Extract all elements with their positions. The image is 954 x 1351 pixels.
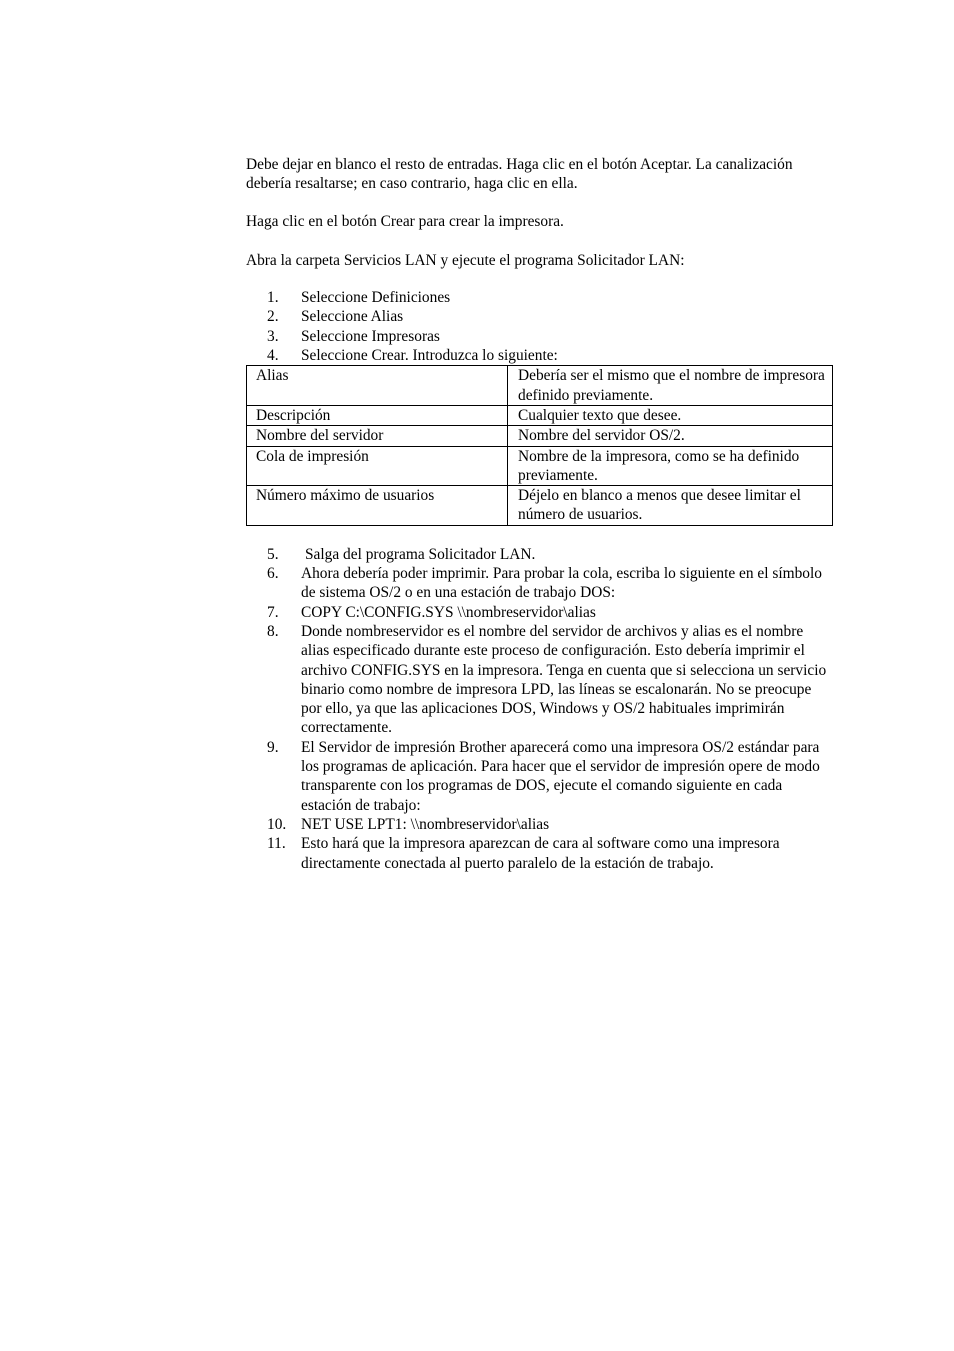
table-cell-value: Déjelo en blanco a menos que desee limitar el número de usuarios.	[508, 486, 833, 526]
list-item-text: Seleccione Definiciones	[301, 289, 451, 307]
list-item-number: 2.	[267, 308, 279, 326]
steps-list-a	[246, 288, 834, 365]
list-item-number: 1.	[267, 289, 279, 307]
list-item	[246, 346, 834, 365]
list-item-text: Salga del programa Solicitador LAN.	[305, 545, 536, 563]
list-item-text: NET USE LPT1: \\nombreservidor\alias	[301, 815, 550, 833]
list-item-text: Ahora debería poder imprimir. Para probar la cola, escriba lo siguiente en el símbolo de sistema OS/2 o en una estación de trabajo DOS:	[301, 565, 822, 602]
list-item-text: Donde nombreservidor es el nombre del servidor de archivos y alias es el nombre alias especificado durante este proceso de configuración. Esto debería imprimir el archivo CONFIG.SYS en la impresora. Tenga en cuenta que si selecciona un servicio binario como nombre de impresora LPD, las líneas se escalonarán. No se preocupe por ello, ya que las aplicaciones DOS, Windows y OS/2 habituales imprimirán correctamente.	[301, 622, 827, 737]
list-item-text: El Servidor de impresión Brother aparecerá como una impresora OS/2 estándar para los programas de aplicación. Para hacer que el servidor de impresión opere de modo transparente con los programas de DOS, ejecute el comando siguiente en cada estación de trabajo:	[301, 738, 820, 814]
list-item	[246, 622, 834, 738]
list-item	[246, 564, 834, 603]
list-item-number: 9.	[267, 738, 279, 756]
list-item-number: 3.	[267, 327, 279, 345]
table-cell-value: Nombre del servidor OS/2.	[508, 426, 833, 446]
list-item	[246, 834, 834, 873]
list-item-number: 11.	[267, 835, 286, 853]
list-item	[246, 327, 834, 346]
table-cell-field: Nombre del servidor	[247, 426, 508, 446]
table-cell-field: Cola de impresión	[247, 446, 508, 486]
list-item-number: 6.	[267, 565, 279, 583]
table-cell-field: Número máximo de usuarios	[247, 486, 508, 526]
list-item-text: Seleccione Crear. Introduzca lo siguiente:	[301, 347, 558, 365]
table-row	[247, 426, 833, 446]
list-item-number: 8.	[267, 622, 279, 640]
paragraph-leave-blank: Debe dejar en blanco el resto de entradas. Haga clic en el botón Aceptar. La canalización debería resaltarse; en caso contrario, haga clic en ella.	[246, 156, 793, 193]
table-row	[247, 486, 833, 526]
list-item-number: 10.	[267, 815, 287, 833]
document-page	[246, 155, 834, 873]
paragraph-create-printer: Haga clic en el botón Crear para crear la impresora.	[246, 212, 564, 230]
list-item-text: Seleccione Alias	[301, 308, 404, 326]
list-item-number: 7.	[267, 603, 279, 621]
table-row	[247, 446, 833, 486]
list-item	[246, 545, 834, 564]
list-item	[246, 307, 834, 326]
alias-parameters-table	[246, 365, 833, 525]
list-item-text: COPY C:\CONFIG.SYS \\nombreservidor\alias	[301, 603, 596, 621]
list-item-number: 5.	[267, 545, 279, 563]
list-item	[246, 288, 834, 307]
steps-list-b	[246, 545, 834, 873]
list-item-text: Seleccione Impresoras	[301, 327, 440, 345]
table-cell-value: Debería ser el mismo que el nombre de impresora definido previamente.	[508, 366, 833, 406]
table-row	[247, 405, 833, 425]
list-item	[246, 603, 834, 622]
table-cell-value: Cualquier texto que desee.	[508, 405, 833, 425]
table-cell-field: Descripción	[247, 405, 508, 425]
list-item-number: 4.	[267, 347, 279, 365]
table-cell-field: Alias	[247, 366, 508, 406]
list-item	[246, 815, 834, 834]
paragraph-open-lan-services: Abra la carpeta Servicios LAN y ejecute el programa Solicitador LAN:	[246, 251, 685, 269]
list-item-text: Esto hará que la impresora aparezcan de cara al software como una impresora directamente conectada al puerto paralelo de la estación de trabajo.	[301, 835, 780, 872]
table-row	[247, 366, 833, 406]
list-item	[246, 738, 834, 815]
table-cell-value: Nombre de la impresora, como se ha definido previamente.	[508, 446, 833, 486]
